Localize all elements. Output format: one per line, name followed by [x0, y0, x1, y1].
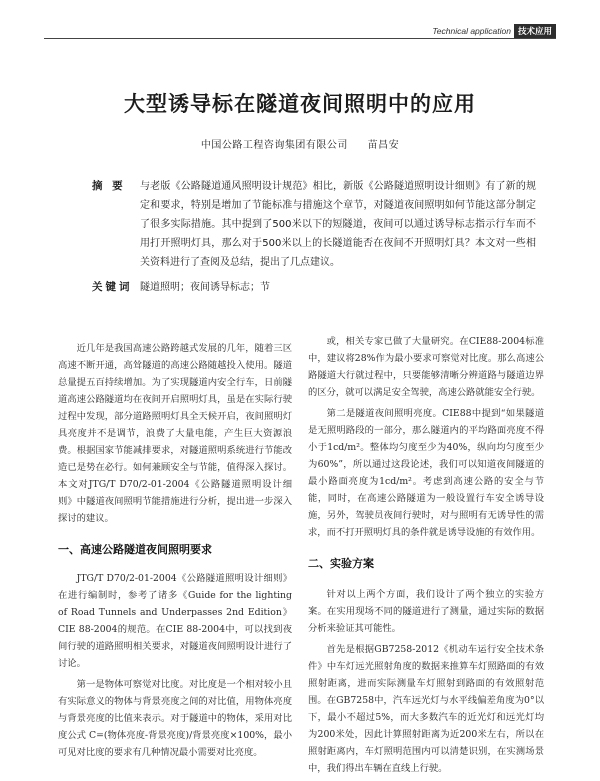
keywords-label: 关键词 — [92, 281, 133, 293]
body-paragraph: 针对以上两个方面，我们设计了两个独立的实验方案。在实用现场不同的隧道进行了测量，通过实际的数据分析来验证其可能性。 — [308, 589, 544, 634]
header-rule — [44, 38, 556, 39]
header-category-cn: 技术应用 — [514, 24, 556, 38]
running-header — [432, 24, 556, 38]
body-paragraph: 首先是根据GB7258-2012《机动车运行安全技术条件》中车灯远光照射角度的数据来推算车灯照路面的有效照射距离，进而实际测量车灯照射到路面的有效照射范围。在GB7258中，汽车远光灯与水平线偏差角度为0°以下，最小不超过5%，而大多数汽车的近光灯和远光灯均为200米处，因此计算照射距离为近200米左右，所以在照射距离内，车灯照明范围内可以清楚识别，在实测场景中，我们得出车辆在直线上行驶。 — [308, 644, 544, 774]
body-paragraph: 或，相关专家已做了大量研究。在CIE88-2004标准中，建议将28%作为最小要求可察觉对比度。那么高速公路隧道大行就过程中，只要能够清晰分辨道路与隧道边界的区分，就可以满足安全驾驶，高速公路就能安全行驶。 — [308, 336, 544, 398]
header-category-en: Technical application — [432, 26, 511, 36]
keywords-text: 隧道照明；夜间诱导标志；节 — [140, 282, 270, 293]
body-paragraph: JTG/T D70/2-01-2004《公路隧道照明设计细则》在进行编制时，参考了诸多《Guide for the lighting of Road Tunnels and Underpasses 2nd Edition》CIE 88-2004的规范。在CIE 88-2004中，可以找到夜间行驶的道路照明相关要求，对隧道夜间照明设计进行了讨论。 — [58, 573, 292, 669]
body-column-left — [58, 340, 292, 765]
body-paragraph: 第一是物体可察觉对比度。对比度是一个相对较小且有实际意义的物体与背景亮度之间的对比值，用物体亮度与背景亮度的比值来表示。对于隧道中的物体，采用对比度公式 C=(物体亮度-背景亮度)/背景亮度×100%，最小可见对比度的要求有几种情况最小需要对比亮度。 — [58, 679, 292, 758]
affiliation-author: 苗昌安 — [367, 140, 400, 151]
abstract-block — [92, 177, 536, 297]
abstract-row — [92, 177, 536, 272]
section-heading-2: 二、实验方案 — [308, 557, 374, 570]
affiliation-organization: 中国公路工程咨询集团有限公司 — [200, 140, 348, 151]
section-heading-1: 一、高速公路隧道夜间照明要求 — [58, 543, 212, 556]
article-title: 大型诱导标在隧道夜间照明中的应用 — [124, 92, 476, 116]
body-column-right — [308, 333, 544, 781]
body-paragraph: 近几年是我国高速公路跨越式发展的几年，随着三区高速不断开通，高耸隧道的高速公路随越投入使用。隧道总量提五百持续增加。为了实现隧道内安全行车，日前隧道高速公路隧道均在夜间开启照明灯具，虽是在实际行驶过程中发现，部分道路照明灯具全天候开启，夜间照明灯具亮度并不是调节，浪费了大量电能，产生巨大资源浪费。根据国家节能减排要求，对隧道照明系统进行节能改造已是势在必行。如何兼顾安全与节能，值得深入探讨。本文对JTG/T D70/2-01-2004《公路隧道照明设计细则》中隧道夜间照明节能措施进行分析，提出进一步深入探讨的建议。 — [58, 343, 292, 524]
keywords-row — [92, 278, 536, 297]
abstract-text: 与老版《公路隧道通风照明设计规范》相比，新版《公路隧道照明设计细则》有了新的规定和要求，特别是增加了节能标准与措施这个章节，对隧道夜间照明如何节能这部分制定了很多实际措施。其中提到了500米以下的短隧道，夜间可以通过诱导标志指示行车而不用打开照明灯具，那么对于500米以上的长隧道能否在夜间不开照明灯具？本文对一些相关资料进行了查阅及总结，提出了几点建议。 — [140, 181, 536, 268]
body-paragraph: 第二是隧道夜间照明亮度。CIE88中提到“如果隧道是无照明路段的一部分，那么隧道内的平均路面亮度不得小于1cd/m²。整体均匀度至少为40%，纵向均匀度至少为60%”，所以通过这段论述，我们可以知道夜间隧道的最小路面亮度为1cd/m²。考虑到高速公路的安全与节能，同时，在高速公路隧道为一般设置行车安全诱导设施，另外，驾驶员夜间行驶时，对与照明有无诱导性的需求，而不打开照明灯具的条件就是诱导设施的有效作用。 — [308, 408, 544, 538]
abstract-label: 摘 要 — [92, 180, 126, 192]
affiliation-line — [0, 136, 600, 151]
